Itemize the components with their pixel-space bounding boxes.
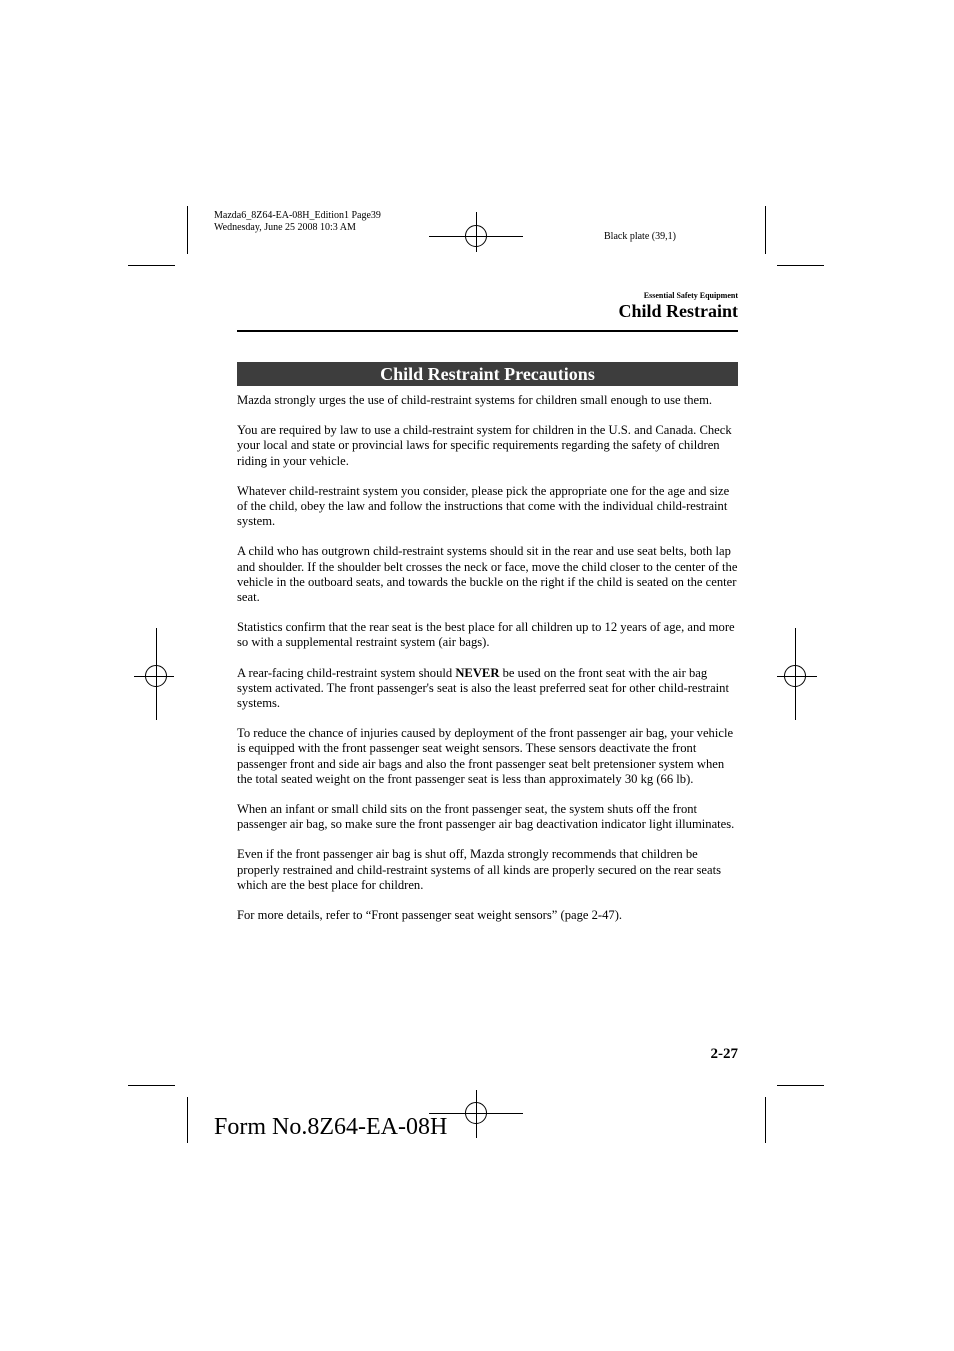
never-text-after: be used on the front seat with the air bag system activated. The front passenger's seat is also the least preferred seat for other child-restraint systems. — [237, 665, 729, 711]
form-number: Form No.8Z64-EA-08H — [214, 1114, 448, 1140]
paragraph-7: To reduce the chance of injuries caused by deployment of the front passenger air bag, your vehicle is equipped with the front passenger seat weight sensors. These sensors deactivate the front passenger front and side air bags and also the front passenger seat belt pretensioner system when the total seated weight on the front passenger seat is less than approximately 30 kg (66 lb). — [237, 726, 734, 786]
body-text — [237, 393, 739, 938]
paragraph-4: A child who has outgrown child-restraint systems should sit in the rear and use seat belts, both lap and shoulder. If the shoulder belt crosses the neck or face, move the child closer to the center of the vehicle in the outboard seats, and towards the buckle on the right if the child is seated on the center seat. — [237, 544, 738, 605]
paragraph-10-reference: For more details, refer to “Front passenger seat weight sensors” (page 2-47). — [237, 908, 623, 923]
crop-mark-top-left-horizontal — [128, 265, 175, 266]
crop-mark-top-left-vertical — [187, 206, 188, 254]
crop-mark-bottom-left-vertical — [187, 1097, 188, 1143]
paragraph-2: You are required by law to use a child-restraint system for children in the U.S. and Canada. Check your local and state or provincial laws for specific requirements regarding the safety of children riding in your vehicle. — [237, 423, 732, 468]
page-title: Child Restraint — [618, 301, 738, 321]
paragraph-1: Mazda strongly urges the use of child-restraint systems for children small enough to use them. — [237, 393, 713, 407]
crop-mark-top-right-horizontal — [777, 265, 824, 266]
paragraph-9: Even if the front passenger air bag is shut off, Mazda strongly recommends that children be properly restrained and child-restraint systems of all kinds are properly secured on the rear seats which are the best place for children. — [237, 847, 721, 892]
never-emphasis: NEVER — [455, 665, 500, 680]
page-number: 2-27 — [710, 1046, 738, 1062]
section-heading: Child Restraint Precautions — [237, 362, 738, 386]
registration-mark-left-circle — [145, 665, 167, 687]
paragraph-5: Statistics confirm that the rear seat is the best place for all children up to 12 years of age, and more so with a supplemental restraint system (air bags). — [237, 620, 735, 650]
plate-info: Black plate (39,1) — [604, 231, 676, 242]
print-info-filename: Mazda6_8Z64-EA-08H_Edition1 Page39 — [214, 210, 381, 221]
registration-mark-top-circle — [465, 225, 487, 247]
paragraph-never — [237, 666, 739, 712]
section-label: Essential Safety Equipment — [643, 291, 738, 300]
never-text-before: A rear-facing child-restraint system should — [237, 665, 456, 680]
crop-mark-bottom-right-horizontal — [777, 1085, 824, 1086]
paragraph-3: Whatever child-restraint system you consider, please pick the appropriate one for the age and size of the child, obey the law and follow the instructions that come with the individual child-restraint system. — [237, 483, 730, 529]
crop-mark-bottom-right-vertical — [765, 1097, 766, 1143]
paragraph-8: When an infant or small child sits on the front passenger seat, the system shuts off the front passenger air bag, so make sure the front passenger air bag deactivation indicator light illuminates. — [237, 802, 735, 832]
crop-mark-top-right-vertical — [765, 206, 766, 254]
print-info-timestamp: Wednesday, June 25 2008 10:3 AM — [214, 222, 356, 233]
registration-mark-right-circle — [784, 665, 806, 687]
registration-mark-bottom-circle — [465, 1102, 487, 1124]
print-info — [214, 210, 381, 234]
crop-mark-bottom-left-horizontal — [128, 1085, 175, 1086]
title-rule — [237, 330, 738, 332]
